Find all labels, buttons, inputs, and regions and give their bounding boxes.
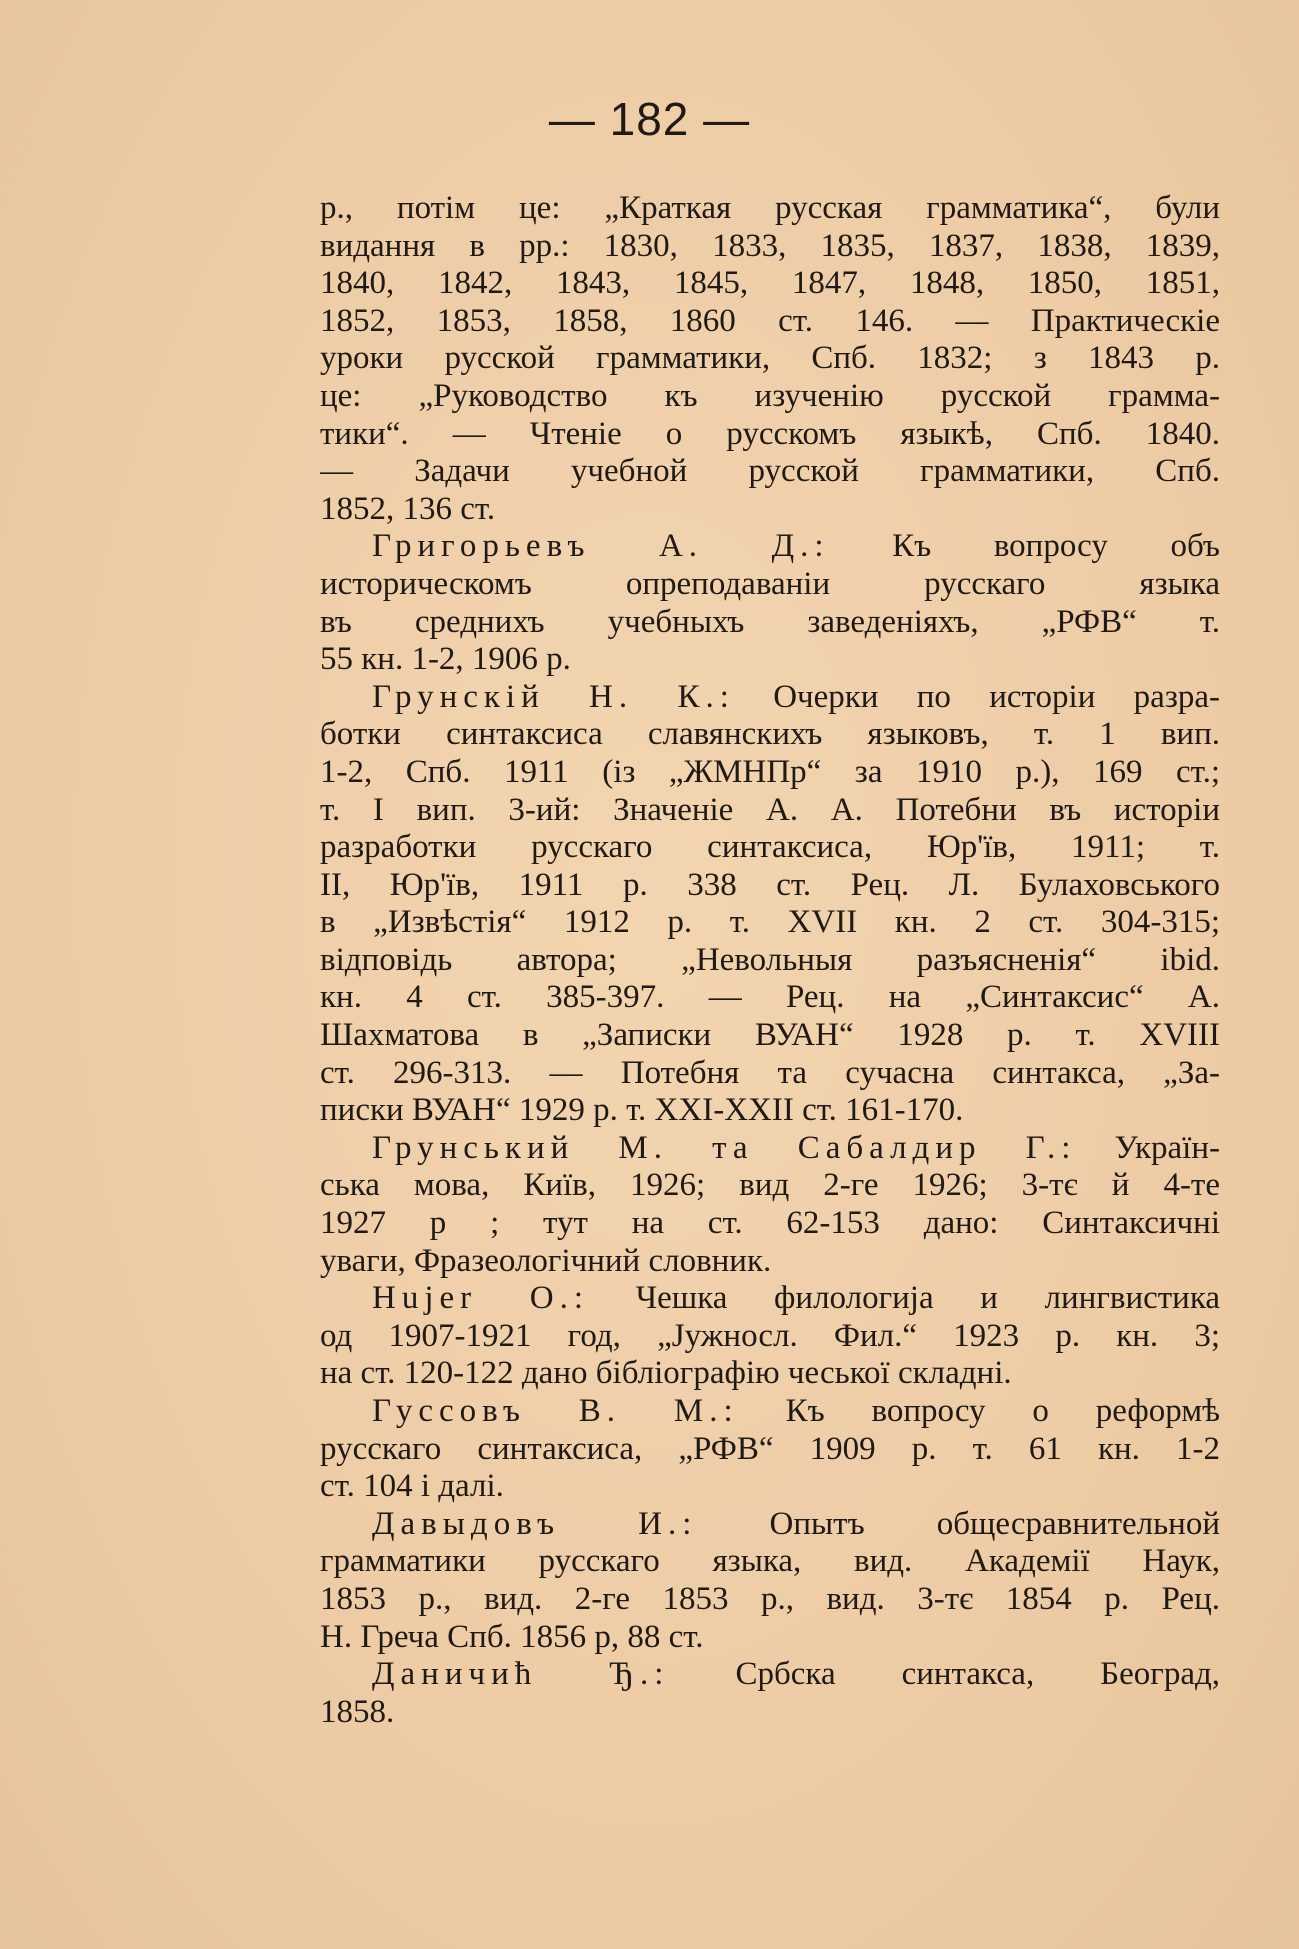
entry-first-line: [320, 1130, 1220, 1168]
bibliography-entry: [320, 1393, 1220, 1506]
entry-first-line: [320, 1656, 1220, 1694]
text-line: писки ВУАН“ 1929 р. т. XXI-XXII ст. 161-170.: [320, 1092, 964, 1129]
text-line: ст. 104 і далі.: [320, 1468, 504, 1505]
text-line: т. I вип. 3-ий: Значеніе А. А. Потебни въ исторіи: [320, 791, 1220, 828]
bibliography-entry: [320, 679, 1220, 1130]
text-line: ська мова, Київ, 1926; вид 2-ге 1926; 3-тє й 4-те: [320, 1167, 1220, 1204]
text-line: грамматики русскаго языка, вид. Академії Наук,: [320, 1543, 1220, 1580]
entry-title-start: Очерки по исторіи разра-: [773, 678, 1220, 715]
text-line: 1852, 136 ст.: [320, 490, 496, 527]
text-line: 1840, 1842, 1843, 1845, 1847, 1848, 1850, 1851,: [320, 265, 1220, 302]
text-line: ст. 296-313. — Потебня та сучасна синтакса, „За-: [320, 1054, 1220, 1091]
text-line: 1852, 1853, 1858, 1860 ст. 146. — Практическіе: [320, 302, 1220, 339]
text-line: уваги, Фразеологічний словник.: [320, 1242, 772, 1279]
text-line: на ст. 120-122 дано бібліографію чеської складні.: [320, 1355, 1012, 1392]
entry-first-line: [320, 679, 1220, 717]
bibliography-entry: [320, 528, 1220, 678]
entry-first-line: [320, 1393, 1220, 1431]
entry-author: Грунський М. та Сабалдир Г.:: [372, 1129, 1077, 1166]
entry-title-start: Україн-: [1114, 1129, 1220, 1166]
text-line: Шахматова в „Записки ВУАН“ 1928 р. т. XVIII: [320, 1017, 1220, 1054]
text-line: русскаго синтаксиса, „РФВ“ 1909 р. т. 61 кн. 1-2: [320, 1430, 1220, 1467]
bibliography-entry: [320, 1656, 1220, 1731]
text-line: в „Извѣстія“ 1912 р. т. XVII кн. 2 ст. 304-315;: [320, 904, 1220, 941]
entry-author: Давыдовъ И.:: [372, 1505, 698, 1542]
text-line: Н. Греча Спб. 1856 р, 88 ст.: [320, 1618, 704, 1655]
text-line: 1927 р ; тут на ст. 62-153 дано: Синтаксичні: [320, 1205, 1220, 1242]
bibliography-entry: [320, 1506, 1220, 1656]
text-line: 1853 р., вид. 2-ге 1853 р., вид. 3-тє 1854 р. Рец.: [320, 1580, 1220, 1617]
bibliography-entry: [320, 1280, 1220, 1393]
text-line: 55 кн. 1-2, 1906 р.: [320, 641, 571, 678]
text-line: р., потім це: „Краткая русская грамматика“, були: [320, 190, 1220, 226]
text-line: разработки русскаго синтаксиса, Юр'їв, 1911; т.: [320, 829, 1220, 866]
entry-author: Hujer O.:: [372, 1280, 590, 1317]
bibliography-entry: [320, 1130, 1220, 1280]
entry-first-line: [320, 1280, 1220, 1318]
entry-title-start: Къ вопросу о реформѣ: [785, 1393, 1220, 1429]
entry-author: Григорьевъ А. Д.:: [372, 528, 830, 565]
text-line: II, Юр'їв, 1911 р. 338 ст. Рец. Л. Булаховського: [320, 866, 1220, 903]
entry-title-start: Чешка филологија и лингвистика: [635, 1280, 1220, 1317]
text-line: въ среднихъ учебныхъ заведеніяхъ, „РФВ“ т.: [320, 603, 1220, 640]
text-line: — Задачи учебной русской грамматики, Спб.: [320, 453, 1220, 490]
text-line: тики“. — Чтеніе о русскомъ языкѣ, Спб. 1840.: [320, 415, 1220, 452]
text-line: 1-2, Спб. 1911 (із „ЖМНПр“ за 1910 р.), 169 ст.;: [320, 753, 1220, 790]
text-line: од 1907-1921 год, „Јужносл. Фил.“ 1923 р. кн. 3;: [320, 1317, 1220, 1354]
entry-first-line: [320, 1506, 1220, 1544]
bibliography-text: [320, 190, 1220, 1731]
text-line: уроки русской грамматики, Спб. 1832; з 1843 р.: [320, 340, 1220, 377]
entry-title-start: Србска синтакса, Београд,: [735, 1656, 1220, 1693]
bibliography-entry: [320, 190, 1220, 528]
entry-author: Грунскій Н. К.:: [372, 678, 735, 715]
text-line: ботки синтаксиса славянскихъ языковъ, т. 1 вип.: [320, 716, 1220, 753]
text-line: відповідь автора; „Невольныя разъясненія“ ibid.: [320, 941, 1220, 978]
page-number: — 182 —: [548, 93, 751, 145]
text-line: це: „Руководство къ изученію русской грамма-: [320, 377, 1220, 414]
entry-author: Гуссовъ В. М.:: [372, 1393, 739, 1429]
entry-title-start: Къ вопросу объ: [892, 528, 1220, 565]
text-line: видання в рр.: 1830, 1833, 1835, 1837, 1838, 1839,: [320, 227, 1220, 264]
text-line: 1858.: [320, 1693, 395, 1730]
entry-first-line: [320, 528, 1220, 566]
entry-author: Даничић Ђ.:: [372, 1656, 670, 1693]
text-line: кн. 4 ст. 385-397. — Рец. на „Синтаксис“ А.: [320, 979, 1220, 1016]
text-line: историческомъ опреподаваніи русскаго языка: [320, 565, 1220, 602]
entry-title-start: Опытъ общесравнительной: [769, 1505, 1220, 1542]
